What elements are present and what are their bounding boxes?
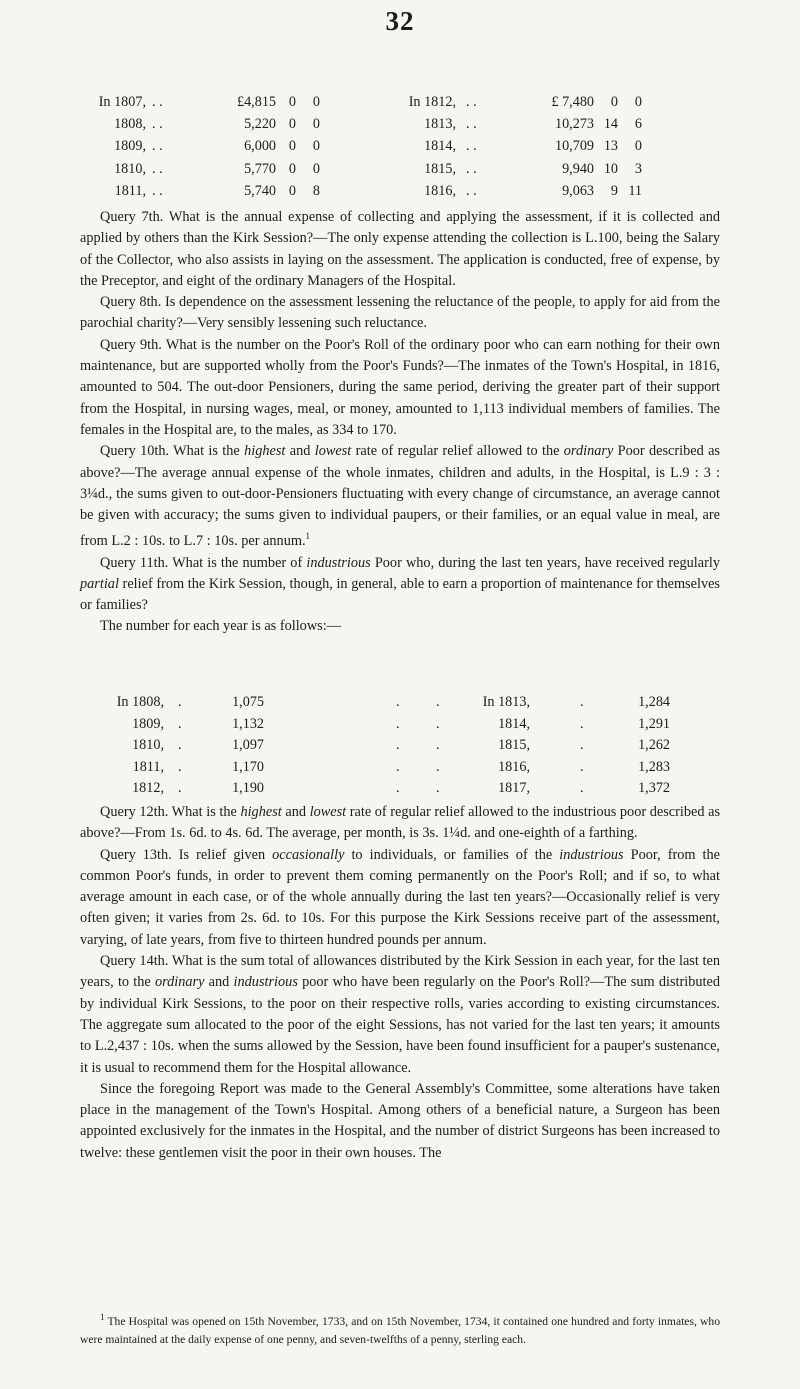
- table-row: [80, 183, 680, 205]
- table-cell-y2: In 1813,: [482, 694, 530, 710]
- table-cell-y1: 1808,: [114, 116, 146, 133]
- table-cell-d2: 0: [634, 138, 642, 155]
- query-12: Query 12th. What is the highest and lowest rate of regular relief allowed to the industrious poor described as above?—From 1s. 6d. to 4s. 6d. The average, per month, is 3s. 1¼d. and one-eighth of a farthing.: [80, 804, 721, 842]
- closing-paragraph: Since the foregoing Report was made to the General Assembly's Committee, some alterations have taken place in the management of the Town's Hospital. Among others of a beneficial nature, a Surgeon has been appointed exclusively for the inmates in the Hospital, and the number of district Surgeons has been increased to twelve: these gentlemen visit the poor in their own houses. The: [80, 1080, 720, 1161]
- table-cell-d2: 6: [634, 116, 642, 133]
- table-cell-v1: 1,075: [232, 694, 264, 710]
- table-cell-y1: 1811,: [132, 758, 164, 775]
- table-cell-p2: 10,273: [554, 116, 594, 133]
- table-cell-p1: 6,000: [244, 138, 276, 155]
- leader-dot: .: [580, 737, 584, 753]
- table-cell-p2: £ 7,480: [551, 94, 594, 110]
- text-block-queries-12-14: [80, 802, 720, 1164]
- table-cell-d2: 11: [628, 182, 642, 199]
- emphasis-occasionally: occasionally: [272, 846, 345, 863]
- leader-dot: .: [396, 758, 400, 775]
- table-row: [100, 759, 720, 781]
- query-13: Query 13th. Is relief given occasionally to individuals, or families of the industrious Poor, from the common Poor's funds, in order to prevent them coming permanently on the Poor's Roll; and if so, to what average amount in each case, or of the whole annually during the last ten years?—Occasionally relief is very often given; it varies from 2s. 6d. to 10s. For this purpose the Kirk Sessions receive part of the assessment, varying, of late years, from five to thirteen hundred pounds per annum.: [80, 846, 721, 948]
- table-cell-y1: 1809,: [132, 715, 164, 732]
- table-cell-dots1: . .: [152, 94, 163, 110]
- table-cell-d1: 0: [312, 94, 320, 110]
- query-8: Query 8th. Is dependence on the assessment lessening the reluctance of the people, to apply for aid from the parochial charity?—Very sensibly lessening such reluctance.: [80, 294, 720, 332]
- table-cell-dots1: . .: [152, 138, 163, 155]
- table-cell-s2: 0: [610, 94, 618, 110]
- leader-dot: .: [580, 694, 584, 710]
- table-row: [100, 694, 720, 716]
- footnote-mark: 1: [100, 1312, 105, 1322]
- emphasis-highest: highest: [244, 443, 286, 460]
- leader-dot: .: [396, 694, 400, 710]
- table-cell-v2: 1,372: [638, 780, 670, 796]
- footnote: [80, 1308, 720, 1349]
- table-row: [80, 161, 680, 183]
- table-cell-dots2: . .: [466, 138, 477, 155]
- emphasis-ordinary: ordinary: [563, 443, 614, 460]
- leader-dot: .: [178, 737, 182, 753]
- table-cell-d1: 0: [312, 138, 320, 155]
- page-number: 32: [385, 6, 415, 36]
- query-7: Query 7th. What is the annual expense of collecting and applying the assessment, if it is collected and applied by others than the Kirk Session?—The only expense attending the collection is L.100, being the Salary of the Collector, who also assists in laying on the assessment. The application is conducted, free of expense, by the Preceptor, and eight of the ordinary Managers of the Hospital.: [80, 209, 720, 289]
- table-cell-y1: 1810,: [132, 737, 164, 753]
- table-cell-s2: 14: [603, 116, 618, 133]
- table-cell-y2: 1816,: [424, 182, 456, 199]
- numbers-intro: The number for each year is as follows:—: [100, 618, 341, 635]
- table-cell-y1: 1810,: [114, 160, 146, 177]
- table-cell-d1: 0: [312, 116, 320, 133]
- leader-dot: .: [580, 758, 584, 775]
- leader-dot: .: [580, 715, 584, 732]
- table-row: [100, 780, 720, 802]
- table-cell-y1: 1811,: [114, 182, 146, 199]
- table-cell-y2: 1814,: [498, 715, 530, 732]
- table-cell-y2: 1816,: [498, 758, 530, 775]
- table-cell-v2: 1,284: [638, 694, 670, 710]
- table-cell-y2: 1814,: [424, 138, 456, 155]
- query-11: Query 11th. What is the number of industrious Poor who, during the last ten years, have received regularly partial relief from the Kirk Session, though, in general, able to earn a proportion of maintenance for themselves or families?: [80, 554, 720, 614]
- industrious-poor-table: [100, 694, 720, 802]
- leader-dot: .: [436, 715, 440, 732]
- leader-dot: .: [580, 780, 584, 796]
- table-row: [100, 737, 720, 759]
- leader-dot: .: [436, 737, 440, 753]
- table-cell-dots1: . .: [152, 116, 163, 133]
- table-cell-dots2: . .: [466, 160, 477, 177]
- footnote-ref: 1: [305, 531, 311, 542]
- table-cell-s2: 13: [603, 138, 618, 155]
- table-cell-y2: 1815,: [498, 737, 530, 753]
- table-cell-p2: 10,709: [554, 138, 594, 155]
- table-cell-p1: 5,770: [244, 160, 276, 177]
- emphasis-ordinary: ordinary: [154, 974, 205, 991]
- table-cell-y2: 1815,: [424, 160, 456, 177]
- table-cell-p2: 9,063: [562, 182, 594, 199]
- table-cell-d1: 0: [312, 160, 320, 177]
- assessment-table: [80, 94, 680, 205]
- emphasis-partial: partial: [80, 575, 119, 592]
- table-row: [80, 138, 680, 160]
- table-cell-v1: 1,097: [232, 737, 264, 753]
- emphasis-highest: highest: [240, 804, 282, 820]
- emphasis-industrious: industrious: [306, 554, 371, 571]
- leader-dot: .: [396, 715, 400, 732]
- table-cell-p1: 5,740: [244, 182, 276, 199]
- table-cell-y1: 1812,: [132, 780, 164, 796]
- table-row: [80, 94, 680, 116]
- leader-dot: .: [178, 715, 182, 732]
- table-cell-v2: 1,283: [638, 758, 670, 775]
- table-cell-v1: 1,190: [232, 780, 264, 796]
- table-cell-d1: 8: [312, 182, 320, 199]
- emphasis-industrious: industrious: [559, 846, 624, 863]
- text-block-queries-7-11: [80, 207, 720, 638]
- table-cell-s1: 0: [288, 94, 296, 110]
- table-cell-v2: 1,291: [638, 715, 670, 732]
- table-row: [80, 116, 680, 138]
- table-cell-s1: 0: [288, 138, 296, 155]
- table-cell-s2: 10: [603, 160, 618, 177]
- table-cell-y2: 1817,: [498, 780, 530, 796]
- table-cell-y1: 1809,: [114, 138, 146, 155]
- table-cell-v2: 1,262: [638, 737, 670, 753]
- leader-dot: .: [396, 737, 400, 753]
- leader-dot: .: [178, 758, 182, 775]
- table-cell-y2: 1813,: [424, 116, 456, 133]
- table-cell-p1: 5,220: [244, 116, 276, 133]
- query-10: Query 10th. What is the highest and lowest rate of regular relief allowed to the ordinary Poor described as above?—The average annual expense of the whole inmates, children and adults, in the Hospital, is L.9 : 3 : 3¼d., the sums given to out-door-Pensioners fluctuating with every change of circumstance, an average cannot be given with accuracy; the sums given to individual paupers, or their families, or an equal value in meal, are from L.2 : 10s. to L.7 : 10s. per annum.$^1$: [80, 443, 720, 550]
- leader-dot: .: [436, 694, 440, 710]
- table-cell-v1: 1,170: [232, 758, 264, 775]
- table-cell-dots1: . .: [152, 160, 163, 177]
- table-cell-s1: 0: [288, 116, 296, 133]
- table-cell-dots1: . .: [152, 182, 163, 199]
- query-9: Query 9th. What is the number on the Poor's Roll of the ordinary poor who can earn nothing for their own maintenance, but are supported wholly from the Poor's Funds?—The inmates of the Town's Hospital, in 1816, amounted to 504. The out-door Pensioners, during the same period, deriving the greater part of their support from the Hospital, in nursing wages, meal, or money, amounted to 1,113 individual members of families. The females in the Hospital are, to the males, as 334 to 170.: [80, 336, 720, 438]
- table-cell-y1: In 1807,: [98, 94, 146, 110]
- table-cell-dots2: . .: [466, 116, 477, 133]
- emphasis-lowest: lowest: [314, 443, 352, 460]
- emphasis-lowest: lowest: [309, 804, 347, 820]
- table-cell-v1: 1,132: [232, 715, 264, 732]
- table-cell-p1: £4,815: [236, 94, 276, 110]
- leader-dot: .: [436, 758, 440, 775]
- table-cell-s1: 0: [288, 160, 296, 177]
- table-cell-y1: In 1808,: [116, 694, 164, 710]
- leader-dot: .: [178, 780, 182, 796]
- table-cell-d2: 3: [634, 160, 642, 177]
- table-cell-s1: 0: [288, 182, 296, 199]
- leader-dot: .: [178, 694, 182, 710]
- table-cell-d2: 0: [634, 94, 642, 110]
- table-cell-s2: 9: [610, 182, 618, 199]
- emphasis-industrious: industrious: [233, 974, 298, 991]
- leader-dot: .: [436, 780, 440, 796]
- table-cell-dots2: . .: [466, 182, 477, 199]
- leader-dot: .: [396, 780, 400, 796]
- footnote-text: The Hospital was opened on 15th November, 1733, and on 15th November, 1734, it contained one hundred and forty inmates, who were maintained at the daily expense of one penny, and seven-twelfths of a penny, sterling each.: [80, 1314, 720, 1346]
- table-cell-y2: In 1812,: [408, 94, 456, 110]
- table-cell-p2: 9,940: [562, 160, 594, 177]
- table-cell-dots2: . .: [466, 94, 477, 110]
- query-14: Query 14th. What is the sum total of allowances distributed by the Kirk Session in each year, for the last ten years, to the ordinary and industrious poor who have been regularly on the Poor's Roll?—The sum distributed by individual Kirk Sessions, to the poor on their respective rolls, varies according to existing circumstances. The aggregate sum allocated to the poor of the eight Sessions, has not varied for the last ten years; it amounts to L.2,437 : 10s. when the sums allowed by the Session, have been found insufficient for a pauper's sustenance, it is usual to recommend them for the Hospital allowance.: [80, 953, 720, 1076]
- table-row: [100, 716, 720, 738]
